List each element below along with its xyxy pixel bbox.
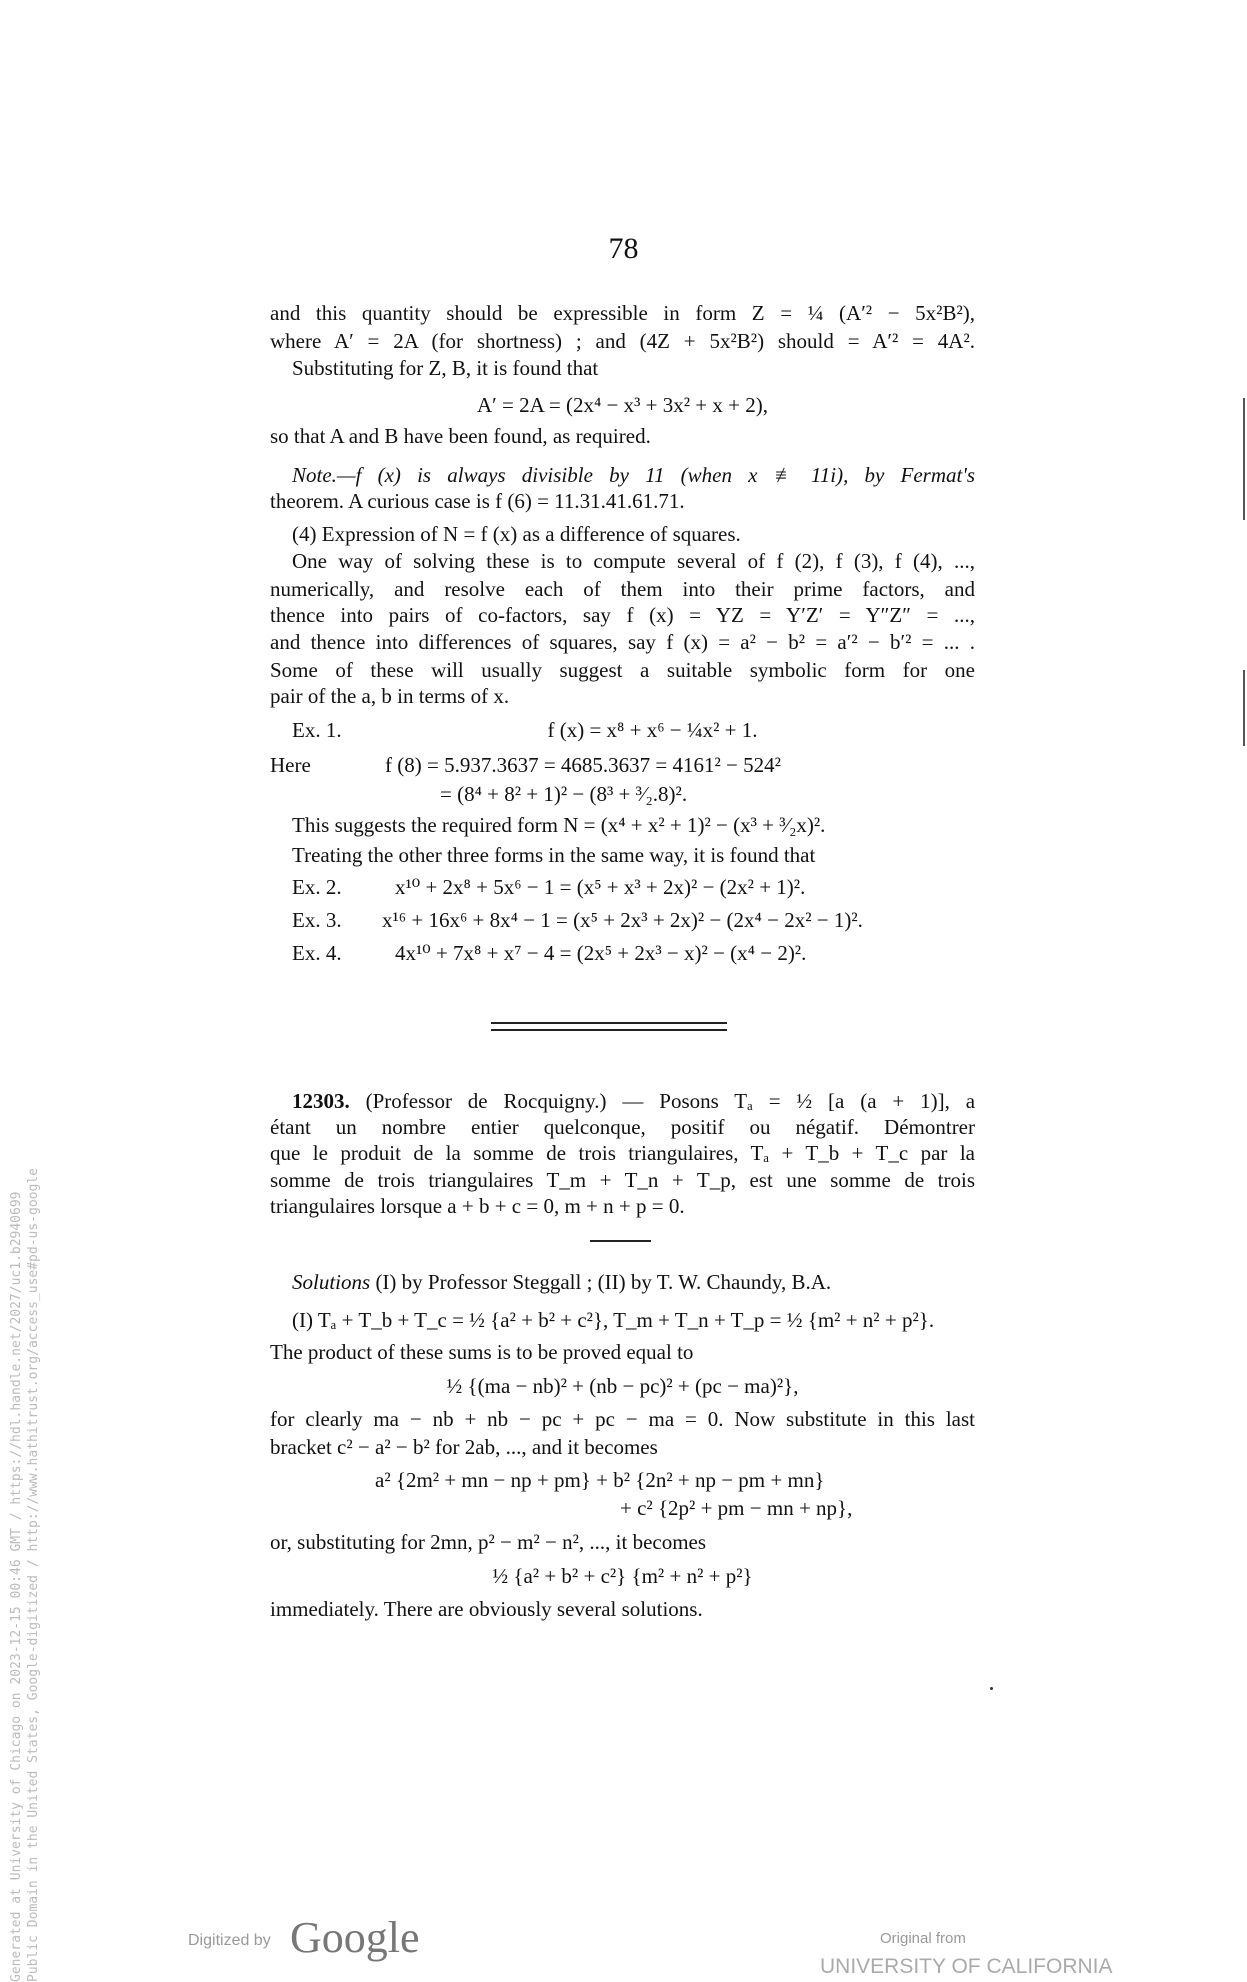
short-rule [590,1240,651,1242]
example-label: Ex. 3. [292,908,342,932]
text-line: One way of solving these is to compute several of f (2), f (3), f (4), ..., [292,549,975,573]
question-line: somme de trois triangulaires T_m + T_n + T_p, est une somme de trois [270,1168,975,1192]
solution-equation-cont: + c² {2p² + pm − mn + np}, [620,1496,853,1520]
double-rule-top [491,1022,727,1024]
solution-authors: (I) by Professor Steggall ; (II) by T. W. Chaundy, B.A. [375,1270,832,1294]
watermark-line: Generated at University of Chicago on 2023-12-15 00:46 GMT / https://hdl.handle.net/2027/uc1.b2940699 [9,1191,24,1982]
speck [990,1687,993,1690]
solution-line: or, substituting for 2mn, p² − m² − n², ..., it becomes [270,1530,707,1554]
solution-equation: a² {2m² + mn − np + pm} + b² {2n² + np − pm + mn} [375,1468,825,1492]
scan-edge [1243,670,1245,746]
question-text: (Professor de Rocquigny.) — Posons Tₐ = ½ [a (a + 1)], a [365,1089,976,1113]
solution-equation: ½ {(ma − nb)² + (nb − pc)² + (pc − ma)²}, [446,1374,799,1398]
question-line: étant un nombre entier quelconque, positif ou négatif. Démontrer [270,1115,975,1139]
question-line [270,1088,975,1114]
section-heading: (4) Expression of N = f (x) as a difference of squares. [292,522,741,546]
text-line: Substituting for Z, B, it is found that [292,356,599,380]
example-label: Ex. 4. [292,941,342,965]
solution-equation: ½ {a² + b² + c²} {m² + n² + p²} [492,1564,753,1588]
institution: UNIVERSITY OF CALIFORNIA [820,1955,1113,1978]
google-logo: Google [290,1913,420,1962]
solution-line: (I) Tₐ + T_b + T_c = ½ {a² + b² + c²}, T_m + T_n + T_p = ½ {m² + n² + p²}. [292,1308,935,1332]
original-from: Original from [880,1930,966,1947]
scan-edge [1243,398,1245,520]
example-equation: x¹⁰ + 2x⁸ + 5x⁶ − 1 = (x⁵ + x³ + 2x)² − (2x² + 1)². [395,875,806,899]
example-equation: f (x) = x⁸ + x⁶ − ¼x² + 1. [547,718,758,742]
here-label: Here [270,753,311,777]
watermark-line: Public Domain in the United States, Google-digitized / http://www.hathitrust.org/access_use#pd-us-google [26,1168,41,1982]
solution-line: The product of these sums is to be proved equal to [270,1340,694,1364]
question-number: 12303. [292,1089,350,1113]
note-line: Note.—f (x) is always divisible by 11 (when x ≢ 11i), by Fermat's [292,463,975,487]
watermark [8,982,42,1982]
digitized-by: Digitized by [188,1932,271,1949]
solution-line: bracket c² − a² − b² for 2ab, ..., and it becomes [270,1435,658,1459]
page-number: 78 [608,232,639,265]
solution-line: immediately. There are obviously several solutions. [270,1597,703,1621]
question-line: triangulaires lorsque a + b + c = 0, m + n + p = 0. [270,1194,685,1218]
example-equation: 4x¹⁰ + 7x⁸ + x⁷ − 4 = (2x⁵ + 2x³ − x)² − (x⁴ − 2)². [395,941,807,965]
text-line: Treating the other three forms in the same way, it is found that [292,843,816,867]
here-equation: f (8) = 5.937.3637 = 4685.3637 = 4161² − 524² [385,753,781,777]
text-line: numerically, and resolve each of them into their prime factors, and [270,577,975,601]
text-line: pair of the a, b in terms of x. [270,684,510,708]
solution-line: for clearly ma − nb + nb − pc + pc − ma = 0. Now substitute in this last [270,1407,975,1431]
double-rule-bottom [491,1029,727,1031]
text-line: Some of these will usually suggest a suitable symbolic form for one [270,658,975,682]
text-line: and this quantity should be expressible in form Z = ¼ (A′² − 5x²B²), [270,301,975,325]
text-line: thence into pairs of co-factors, say f (x) = YZ = Y′Z′ = Y″Z″ = ..., [270,603,975,627]
example-label: Ex. 1. [292,718,342,742]
question-line: que le produit de la somme de trois triangulaires, Tₐ + T_b + T_c par la [270,1141,975,1165]
text-line: and thence into differences of squares, say f (x) = a² − b² = a′² − b′² = ... . [270,630,975,654]
text-line: where A′ = 2A (for shortness) ; and (4Z + 5x²B²) should = A′² = 4A². [270,329,975,353]
solution-heading [270,1269,975,1295]
example-label: Ex. 2. [292,875,342,899]
here-equation-cont: = (8⁴ + 8² + 1)² − (8³ + ³⁄₂.8)². [440,782,688,806]
text-line: This suggests the required form N = (x⁴ + x² + 1)² − (x³ + ³⁄₂x)². [292,813,826,837]
text-line: theorem. A curious case is f (6) = 11.31.41.61.71. [270,489,685,513]
example-equation: x¹⁶ + 16x⁶ + 8x⁴ − 1 = (x⁵ + 2x³ + 2x)² − (2x⁴ − 2x² − 1)². [382,908,863,932]
text-line: so that A and B have been found, as required. [270,424,651,448]
equation: A′ = 2A = (2x⁴ − x³ + 3x² + x + 2), [477,393,768,417]
solutions-word: Solutions [292,1270,371,1294]
